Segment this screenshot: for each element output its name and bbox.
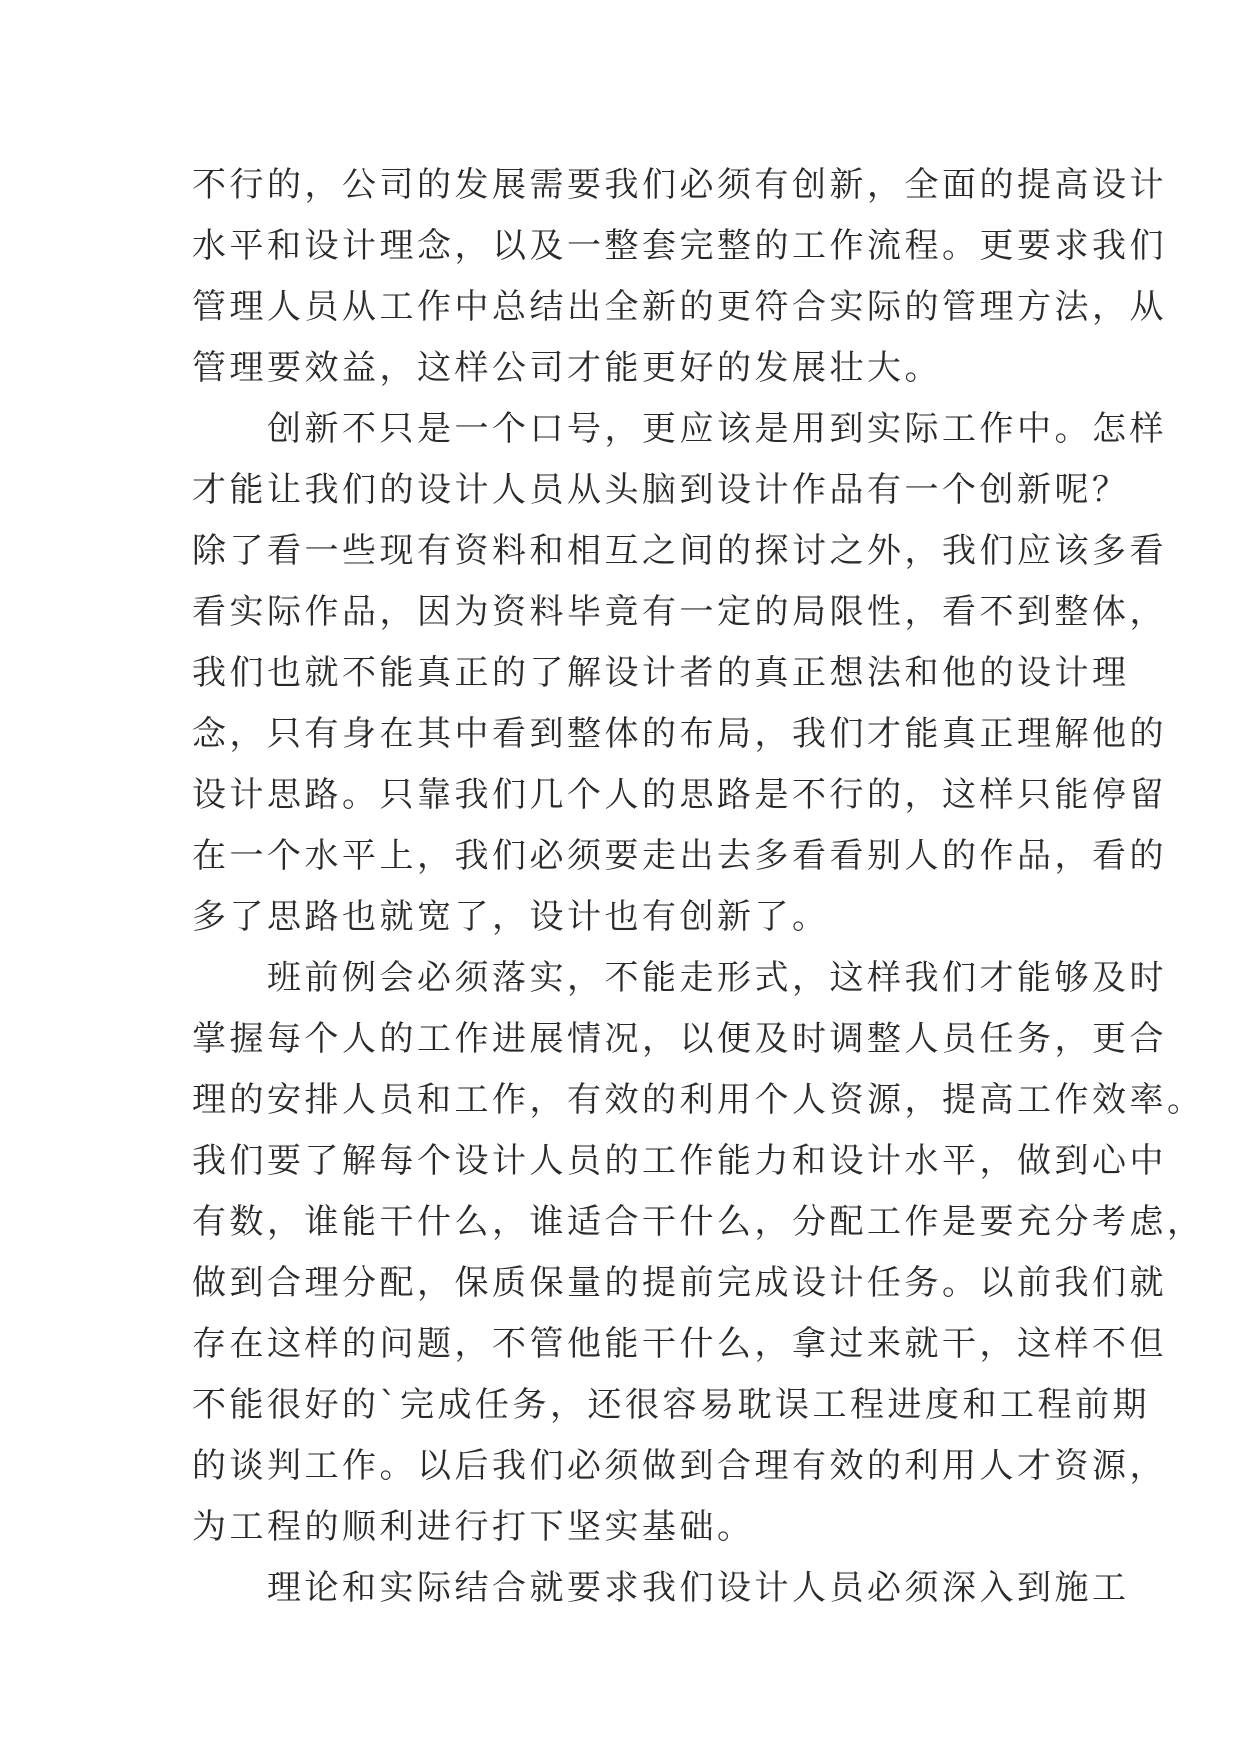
text-line: 看实际作品，因为资料毕竟有一定的局限性，看不到整体， xyxy=(192,592,1167,632)
text-line: 在一个水平上，我们必须要走出去多看看别人的作品，看的 xyxy=(192,836,1167,876)
text-line: 我们也就不能真正的了解设计者的真正想法和他的设计理 xyxy=(192,653,1130,693)
text-line: 水平和设计理念，以及一整套完整的工作流程。更要求我们 xyxy=(192,226,1167,266)
text-line: 不能很好的`完成任务，还很容易耽误工程进度和工程前期 xyxy=(192,1385,1150,1425)
text-line: 做到合理分配，保质保量的提前完成设计任务。以前我们就 xyxy=(192,1263,1167,1303)
text-line: 存在这样的问题，不管他能干什么，拿过来就干，这样不但 xyxy=(192,1324,1167,1364)
text-line: 理的安排人员和工作，有效的利用个人资源，提高工作效率。 xyxy=(192,1080,1205,1120)
text-line: 有数，谁能干什么，谁适合干什么，分配工作是要充分考虑， xyxy=(192,1202,1205,1242)
text-line: 才能让我们的设计人员从头脑到设计作品有一个创新呢？ xyxy=(192,470,1130,510)
text-line: 不行的，公司的发展需要我们必须有创新，全面的提高设计 xyxy=(192,165,1167,205)
text-line: 管理人员从工作中总结出全新的更符合实际的管理方法，从 xyxy=(192,287,1167,327)
text-line: 班前例会必须落实，不能走形式，这样我们才能够及时 xyxy=(192,958,1167,998)
text-line: 管理要效益，这样公司才能更好的发展壮大。 xyxy=(192,348,942,388)
text-line: 理论和实际结合就要求我们设计人员必须深入到施工 xyxy=(192,1568,1130,1608)
text-line: 除了看一些现有资料和相互之间的探讨之外，我们应该多看 xyxy=(192,531,1167,571)
text-line: 我们要了解每个设计人员的工作能力和设计水平，做到心中 xyxy=(192,1141,1167,1181)
text-line: 念，只有身在其中看到整体的布局，我们才能真正理解他的 xyxy=(192,714,1167,754)
body-text xyxy=(192,155,1205,1619)
text-line: 多了思路也就宽了，设计也有创新了。 xyxy=(192,897,830,937)
text-line: 的谈判工作。以后我们必须做到合理有效的利用人才资源， xyxy=(192,1446,1167,1486)
text-line: 为工程的顺利进行打下坚实基础。 xyxy=(192,1507,755,1547)
text-line: 设计思路。只靠我们几个人的思路是不行的，这样只能停留 xyxy=(192,775,1167,815)
text-line: 掌握每个人的工作进展情况，以便及时调整人员任务，更合 xyxy=(192,1019,1167,1059)
text-line: 创新不只是一个口号，更应该是用到实际工作中。怎样 xyxy=(192,409,1167,449)
